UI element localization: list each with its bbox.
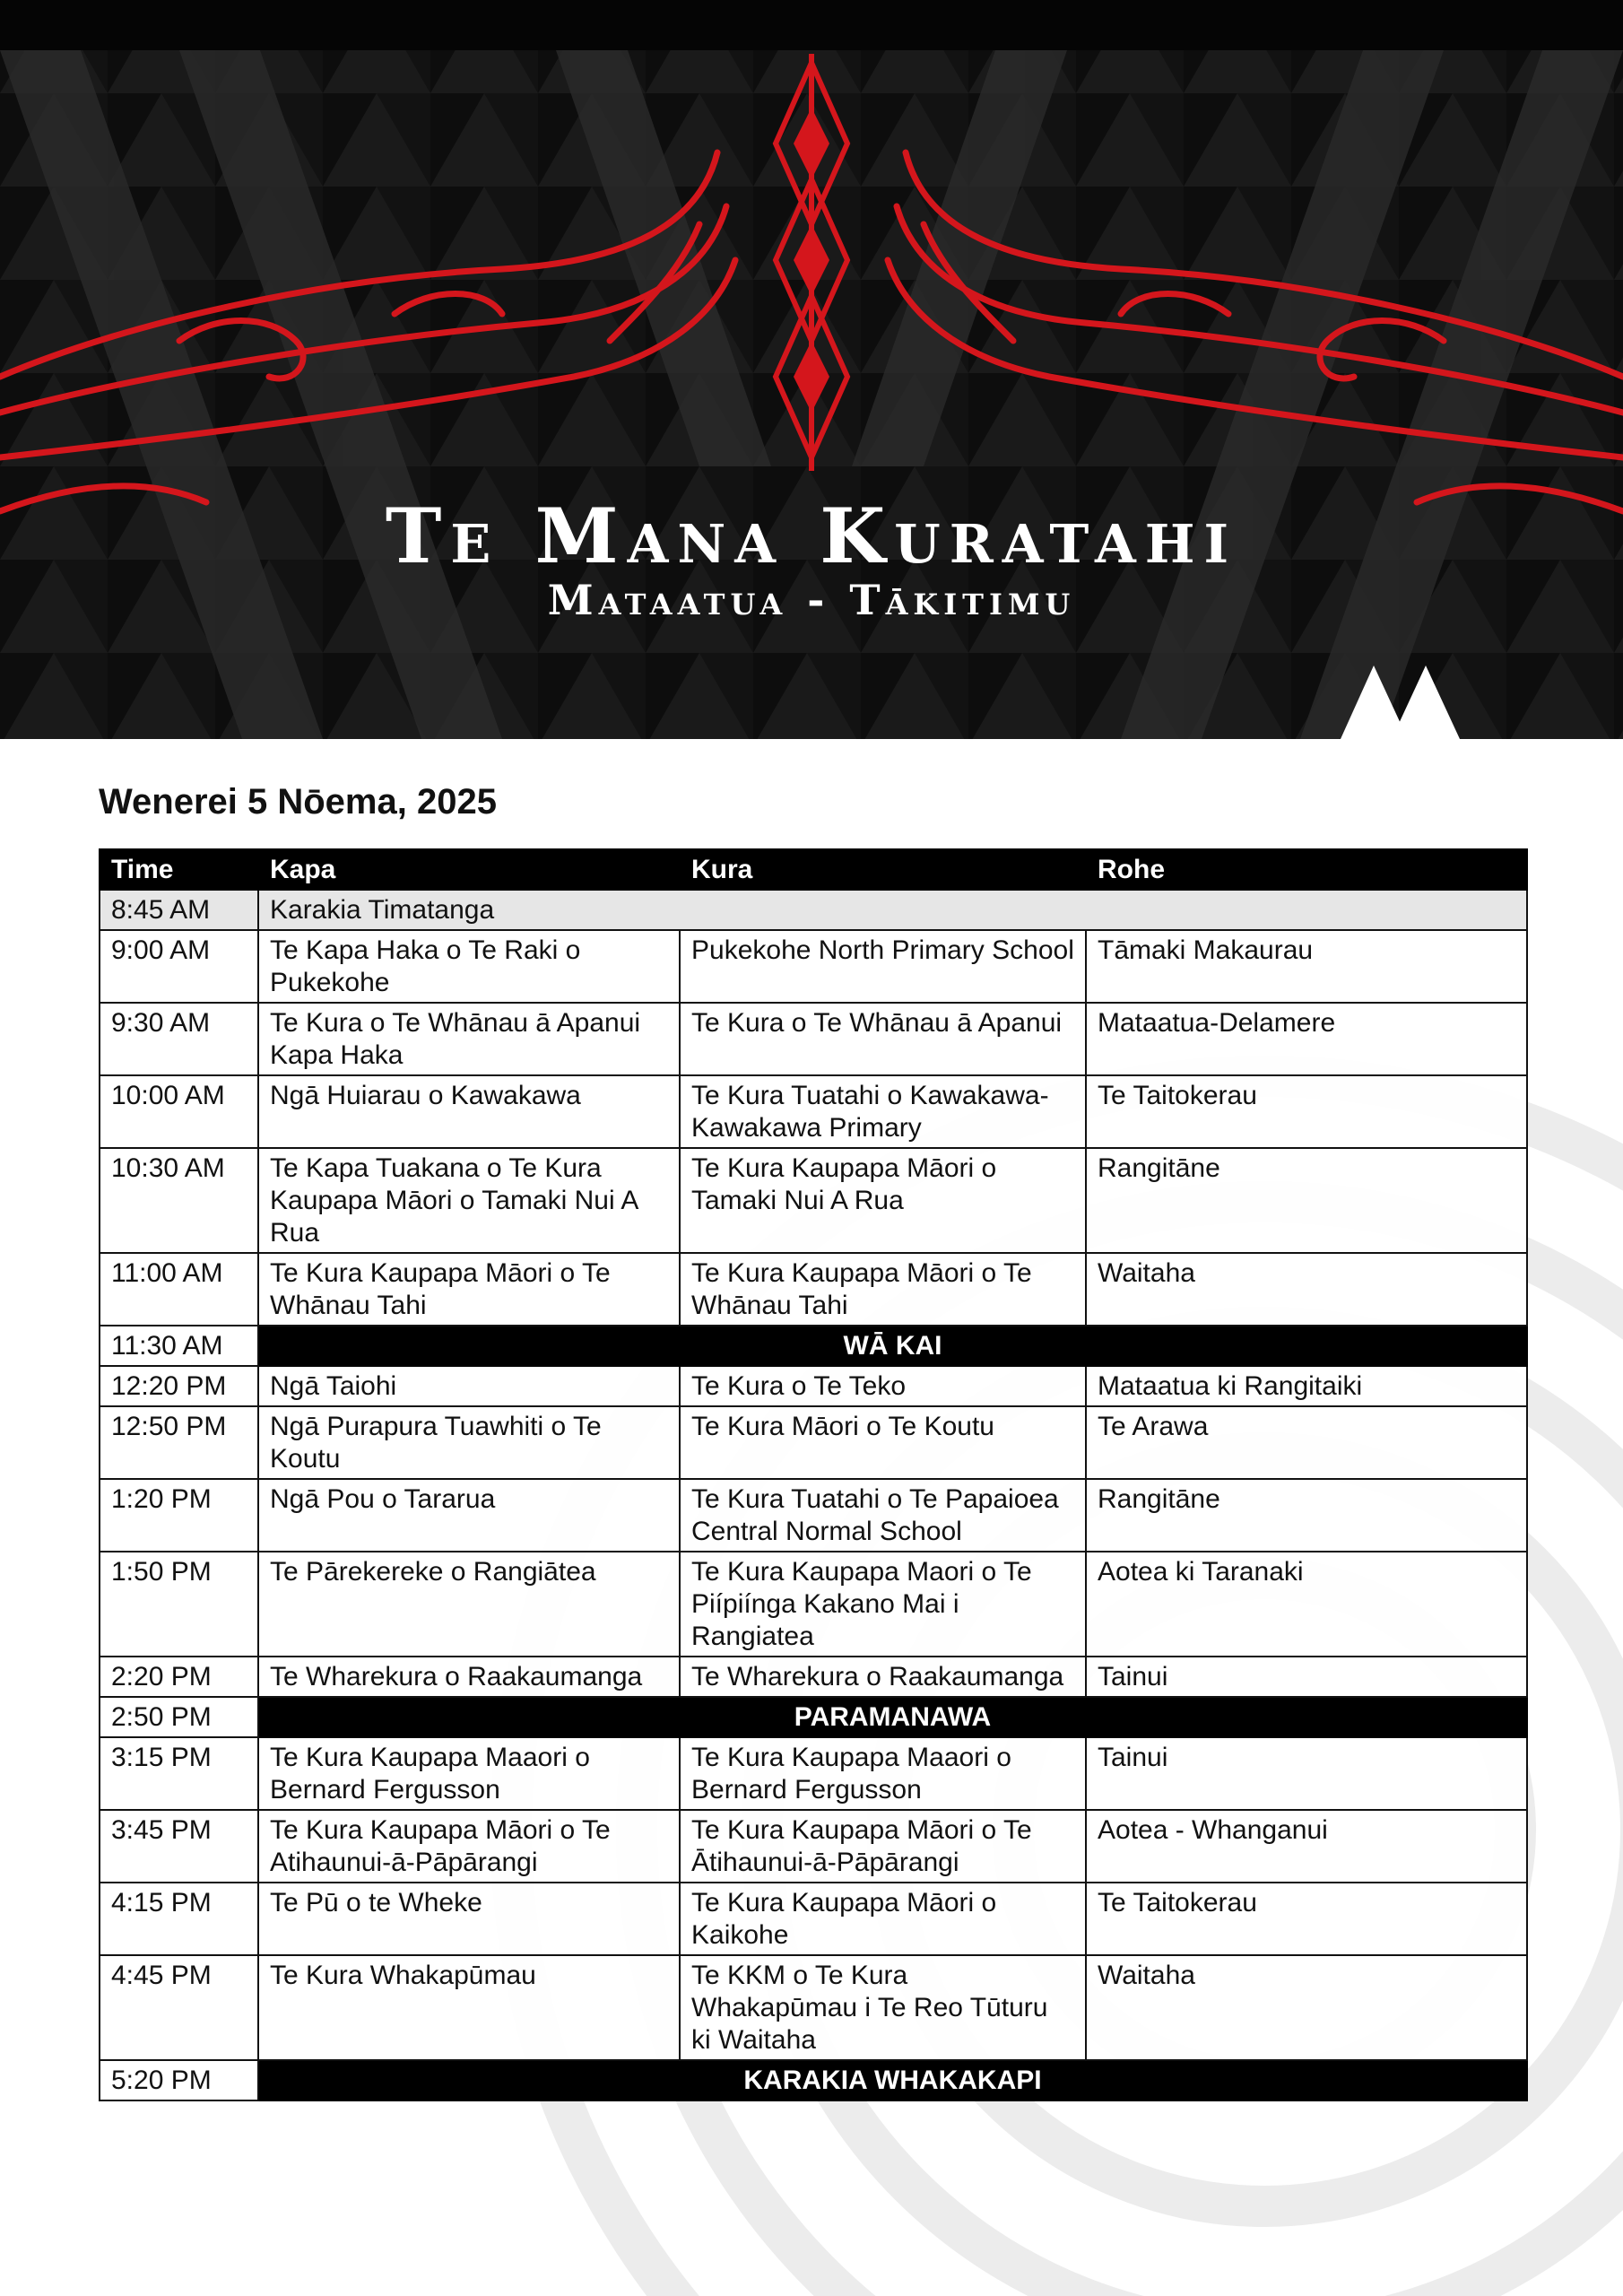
row-time: 12:20 PM [100,1366,258,1406]
row-rohe: Mataatua-Delamere [1086,1003,1527,1075]
row-kapa: Te Kura Kaupapa Maaori o Bernard Fergusson [258,1737,680,1810]
table-row [100,1253,1527,1326]
row-kapa: Ngā Purapura Tuawhiti o Te Koutu [258,1406,680,1479]
row-kapa: Te Kura Kaupapa Māori o Te Whānau Tahi [258,1253,680,1326]
row-kapa: Te Pārekereke o Rangiātea [258,1552,680,1657]
table-row [100,1366,1527,1406]
opening-row [100,890,1527,930]
column-header-rohe: Rohe [1086,849,1527,890]
table-header-row [100,849,1527,890]
table-row [100,1552,1527,1657]
row-time: 12:50 PM [100,1406,258,1479]
row-time: 2:50 PM [100,1697,258,1737]
table-row [100,1406,1527,1479]
row-kura: Te Kura Kaupapa Maaori o Bernard Fergusson [680,1737,1086,1810]
row-time: 11:00 AM [100,1253,258,1326]
row-kura: Te Kura Māori o Te Koutu [680,1406,1086,1479]
row-time: 9:30 AM [100,1003,258,1075]
break-label: KARAKIA WHAKAKAPI [258,2060,1527,2100]
event-title: Te Mana Kuratahi [385,491,1238,580]
break-row [100,1697,1527,1737]
row-time: 2:20 PM [100,1657,258,1697]
table-row [100,1075,1527,1148]
row-kapa: Ngā Pou o Tararua [258,1479,680,1552]
row-rohe: Aotea ki Taranaki [1086,1552,1527,1657]
row-kapa: Te Kura Whakapūmau [258,1955,680,2060]
row-kura: Te Kura Tuatahi o Te Papaioea Central Normal School [680,1479,1086,1552]
break-label: PARAMANAWA [258,1697,1527,1737]
row-rohe: Tainui [1086,1737,1527,1810]
row-time: 3:15 PM [100,1737,258,1810]
table-row [100,1148,1527,1253]
row-rohe: Mataatua ki Rangitaiki [1086,1366,1527,1406]
row-kura: Te Kura Kaupapa Māori o Tamaki Nui A Rua [680,1148,1086,1253]
break-row [100,1326,1527,1366]
row-rohe: Aotea - Whanganui [1086,1810,1527,1883]
row-time: 3:45 PM [100,1810,258,1883]
table-row [100,1810,1527,1883]
row-time: 10:00 AM [100,1075,258,1148]
row-kapa: Te Wharekura o Raakaumanga [258,1657,680,1697]
column-header-kapa: Kapa [258,849,680,890]
row-kura: Te Wharekura o Raakaumanga [680,1657,1086,1697]
row-kapa: Te Kura o Te Whānau ā Apanui Kapa Haka [258,1003,680,1075]
row-rohe: Te Taitokerau [1086,1075,1527,1148]
table-row [100,1479,1527,1552]
table-row [100,1003,1527,1075]
row-rohe: Waitaha [1086,1955,1527,2060]
row-kapa: Te Pū o te Wheke [258,1883,680,1955]
row-kura: Te Kura Kaupapa Māori o Kaikohe [680,1883,1086,1955]
header-banner [0,0,1623,739]
row-kapa: Te Kura Kaupapa Māori o Te Atihaunui-ā-Pāpārangi [258,1810,680,1883]
table-row [100,1955,1527,2060]
column-header-kura: Kura [680,849,1086,890]
row-kapa: Ngā Huiarau o Kawakawa [258,1075,680,1148]
table-row [100,1657,1527,1697]
row-kapa: Te Kapa Haka o Te Raki o Pukekohe [258,930,680,1003]
row-kura: Te Kura o Te Whānau ā Apanui [680,1003,1086,1075]
opening-time: 8:45 AM [100,890,258,930]
opening-label: Karakia Timatanga [258,890,1527,930]
row-kapa: Te Kapa Tuakana o Te Kura Kaupapa Māori o Tamaki Nui A Rua [258,1148,680,1253]
koru-wings-motif [0,0,1623,739]
row-rohe: Tāmaki Makaurau [1086,930,1527,1003]
row-time: 11:30 AM [100,1326,258,1366]
row-time: 1:20 PM [100,1479,258,1552]
row-rohe: Tainui [1086,1657,1527,1697]
row-rohe: Te Arawa [1086,1406,1527,1479]
break-row [100,2060,1527,2100]
row-kura: Te Kura Kaupapa Maori o Te Piípiínga Kakano Mai i Rangiatea [680,1552,1086,1657]
row-kura: Te Kura Kaupapa Māori o Te Ātihaunui-ā-Pāpārangi [680,1810,1086,1883]
row-kura: Te Kura o Te Teko [680,1366,1086,1406]
table-row [100,1737,1527,1810]
row-time: 5:20 PM [100,2060,258,2100]
row-time: 9:00 AM [100,930,258,1003]
row-kura: Te Kura Tuatahi o Kawakawa-Kawakawa Primary [680,1075,1086,1148]
schedule-date: Wenerei 5 Nōema, 2025 [99,782,497,822]
row-kura: Te KKM o Te Kura Whakapūmau i Te Reo Tūturu ki Waitaha [680,1955,1086,2060]
table-row [100,1883,1527,1955]
row-time: 4:15 PM [100,1883,258,1955]
row-time: 1:50 PM [100,1552,258,1657]
row-rohe: Waitaha [1086,1253,1527,1326]
event-subtitle: Mataatua - Tākitimu [547,576,1076,624]
row-kapa: Ngā Taiohi [258,1366,680,1406]
row-rohe: Rangitāne [1086,1148,1527,1253]
row-time: 10:30 AM [100,1148,258,1253]
column-header-time: Time [100,849,258,890]
row-time: 4:45 PM [100,1955,258,2060]
schedule-table [99,848,1528,2101]
table-row [100,930,1527,1003]
break-label: WĀ KAI [258,1326,1527,1366]
row-rohe: Rangitāne [1086,1479,1527,1552]
row-kura: Te Kura Kaupapa Māori o Te Whānau Tahi [680,1253,1086,1326]
row-rohe: Te Taitokerau [1086,1883,1527,1955]
row-kura: Pukekohe North Primary School [680,930,1086,1003]
